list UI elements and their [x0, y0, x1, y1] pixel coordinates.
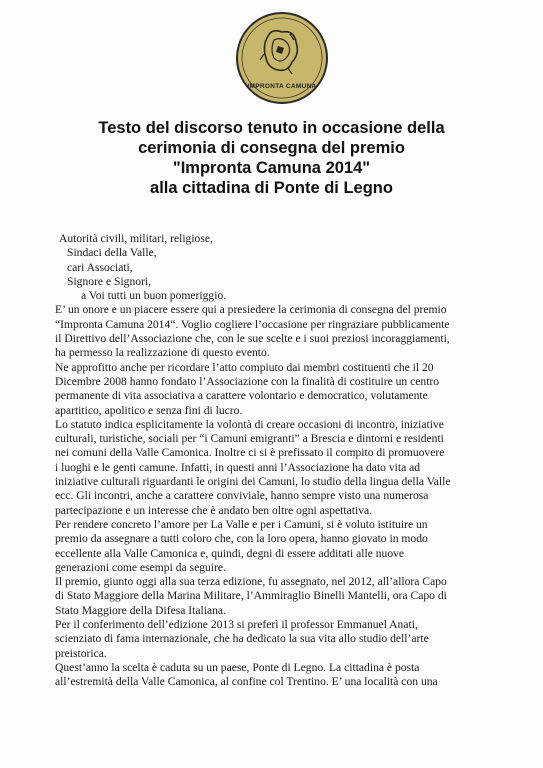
text-line: E’ un onore e un piacere essere qui a presiedere la cerimonia di consegna del premio [55, 303, 447, 317]
text-line: scienziato di fama internazionale, che ha dedicato la sua vita allo studio dell’arte [55, 632, 429, 646]
text-line: iniziative culturali riguardanti le origini dei Camuni, lo studio della lingua della Valle [55, 475, 451, 489]
title-line: cerimonia di consegna del premio [138, 139, 405, 157]
text-line: “Impronta Camuna 2014“. Voglio cogliere l’occasione per ringraziare pubblicamente [55, 317, 450, 331]
speech-body [55, 232, 529, 690]
text-line: partecipazione e un interesse che è andato ben oltre ogni aspettativa. [55, 503, 373, 517]
text-line: Per il conferimento dell’edizione 2013 si preferì il professor Emmanuel Anati, [55, 618, 418, 632]
text-line: i luoghi e le genti camune. Infatti, in questi anni l’Associazione ha dato vita ad [55, 460, 421, 474]
text-line: eccellente alla Valle Camonica e, quindi, degni di essere additati alle nuove [55, 546, 405, 560]
text-line: Quest’anno la scelta è caduta su un paese, Ponte di Legno. La cittadina è posta [55, 660, 420, 674]
title-line: alla cittadina di Ponte di Legno [150, 179, 393, 197]
text-line: Ne approfitto anche per ricordare l’atto compiuto dai membri costituenti che il 20 [55, 360, 434, 374]
text-line: Per rendere concreto l’amore per La Valle e per i Camuni, si è voluto istituire un [55, 517, 428, 531]
text-line: ha permesso la realizzazione di questo evento. [55, 346, 270, 360]
impronta-camuna-logo [236, 12, 328, 104]
text-line: Signore e Signori, [67, 274, 152, 288]
text-line: all’estremità della Valle Camonica, al confine col Trentino. E’ una località con una [55, 675, 438, 689]
text-line: culturali, turistiche, sociali per “i Camuni emigranti” a Brescia e dintorni e residenti [55, 432, 444, 446]
text-line: nei comuni della Valle Camonica. Inoltre ci si è prefissato il compito di promuovere [55, 446, 445, 460]
text-line: ecc. Gli incontri, anche a carattere conviviale, hanno sempre visto una numerosa [55, 489, 429, 503]
text-line: premio da assegnare a tutti coloro che, con la loro opera, hanno giovato in modo [55, 532, 428, 546]
text-line: apartitico, apolitico e senza fini di lucro. [55, 403, 243, 417]
text-line: Autorità civili, militari, religiose, [59, 232, 213, 245]
logo-caption: IMPRONTA CAMUNA [247, 83, 317, 90]
text-line: Dicembre 2008 hanno fondato l’Associazione con la finalità di costituire un centro [55, 374, 440, 388]
text-line: cari Associati, [67, 260, 133, 274]
title-line: "Impronta Camuna 2014" [172, 159, 371, 177]
text-line: preistorica. [55, 646, 107, 660]
text-line: permanente di vita associativa a carattere volontario e democratico, volutamente [55, 389, 428, 403]
text-line: il Direttivo dell’Associazione che, con le sue scelte e i suoi preziosi incoraggiamenti, [55, 332, 450, 346]
text-line: di Stato Maggiore della Marina Militare, l’Ammiraglio Binelli Mantelli, ora Capo di [55, 589, 447, 603]
text-line: Sindaci della Valle, [67, 246, 157, 260]
text-line: Il premio, giunto oggi alla sua terza edizione, fu assegnato, nel 2012, all’allora Capo [55, 575, 447, 589]
text-line: Stato Maggiore della Difesa Italiana. [55, 603, 226, 617]
text-line: generazioni come esempi da seguire. [55, 560, 226, 574]
text-line: a Voi tutti un buon pomeriggio. [81, 289, 227, 303]
document-title [40, 118, 503, 198]
text-line: Lo statuto indica esplicitamente la volontà di creare occasioni di incontro, iniziative [55, 417, 444, 431]
title-line: Testo del discorso tenuto in occasione della [98, 119, 445, 137]
